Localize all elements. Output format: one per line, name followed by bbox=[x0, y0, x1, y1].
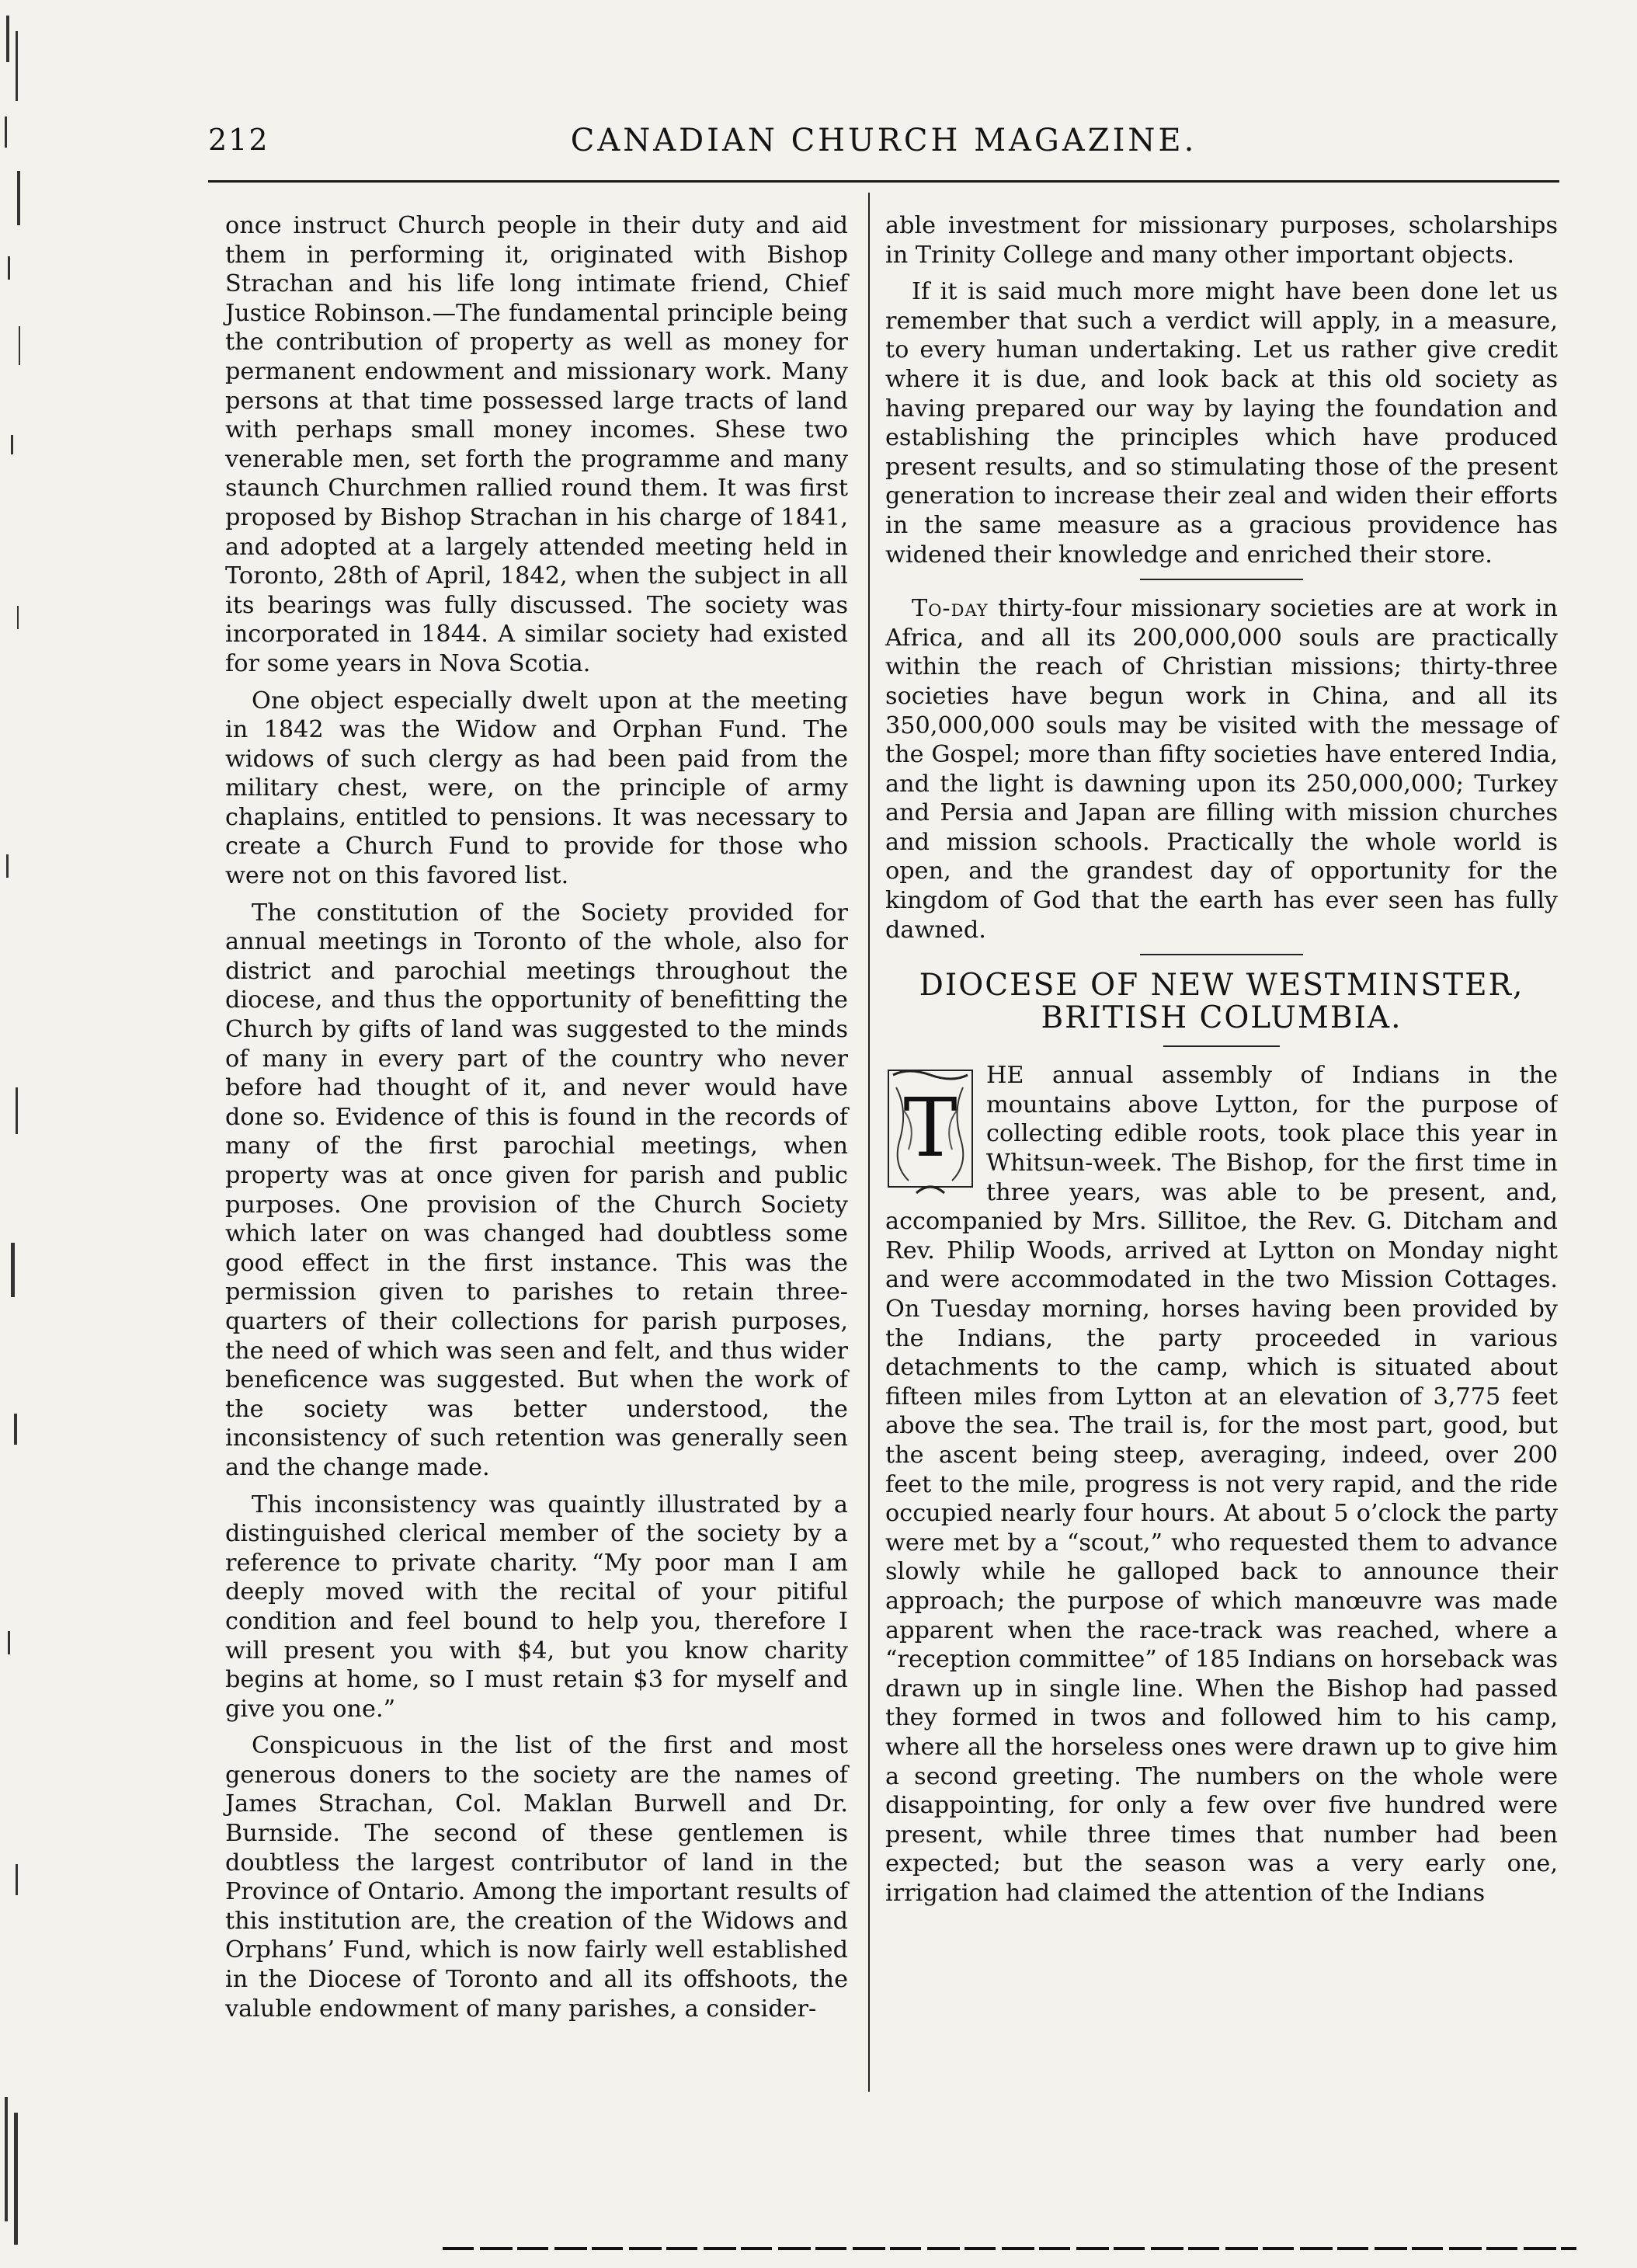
right-column bbox=[885, 211, 1558, 1915]
running-title: CANADIAN CHURCH MAGAZINE. bbox=[570, 123, 1197, 158]
section-heading: DIOCESE OF NEW WESTMINSTER, BRITISH COLUMBIA. bbox=[919, 968, 1524, 1036]
dropcap-letter: T bbox=[903, 1080, 958, 1176]
today-text: thirty-four missionary societies are at work in Africa, and all its 200,000,000 souls are practically within the reach of Christian missions; thirty-three societies have begun work in China, and all its 350,000,000 souls may be visited with the message of the Gospel; more than fifty societies have entered India, and the light is dawning upon its 250,000,000; Turkey and Persia and Japan are filling with mission churches and mission schools. Practically the whole world is open, and the grandest day of opportunity for the kingdom of God that the earth has ever seen has fully dawned. bbox=[885, 595, 1558, 944]
binding-marks bbox=[0, 0, 47, 2265]
header-rule bbox=[208, 180, 1559, 183]
paragraph: If it is said much more might have been done let us remember that such a verdict will apply, in a measure, to every human undertaking. Let us rather give credit where it is due, and look back at this old society as having prepared our way by laying the foundation and establishing the principles which have produced present results, and so stimulating those of the present generation to increase their zeal and widen their efforts in the same measure as a gracious providence has widened their knowledge and enriched their store. bbox=[885, 278, 1558, 569]
dropcap-ornament-icon bbox=[885, 1064, 975, 1198]
bottom-rule bbox=[443, 2247, 1576, 2250]
binding-edge bbox=[0, 0, 47, 2265]
paragraph: once instruct Church people in their duty and aid them in performing it, originated with Bishop Strachan and his life long intimate friend, Chief Justice Robinson.—The fundamental principle being the contribution of property as well as money for permanent endowment and missionary work. Many persons at that time possessed large tracts of land with perhaps small money incomes. Shese two venerable men, set forth the programme and many staunch Churchmen rallied round them. It was first proposed by Bishop Strachan in his charge of 1841, and adopted at a largely attended meeting held in Toronto, 28th of April, 1842, when the subject in all its bearings was fully discussed. The society was incorporated in 1844. A similar society had existed for some years in Nova Scotia. bbox=[225, 212, 848, 677]
article-paragraph: HE annual assembly of Indians in the mountains above Lytton, for the purpose of collecting edible roots, took place this year in Whitsun-week. The Bishop, for the first time in three years, was able to be present, and, accompanied by Mrs. Sillitoe, the Rev. G. Ditcham and Rev. Philip Woods, arrived at Lytton on Monday night and were accommodated in the two Mission Cottages. On Tuesday morning, horses having been provided by the Indians, the party proceeded in various detachments to the camp, which is situated about fifteen miles from Lytton at an elevation of 3,775 feet above the sea. The trail is, for the most part, good, but the ascent being steep, averaging, indeed, over 200 feet to the mile, progress is not very rapid, and the ride occupied nearly four hours. At about 5 o’clock the party were met by a “scout,” who requested them to advance slowly while he galloped back to announce their approach; the purpose of which manœuvre was made apparent when the race-track was reached, where a “reception committee” of 185 Indians on horseback was drawn up in single line. When the Bishop had passed they formed in twos and followed him to his camp, where all the horseless ones were drawn up to give him a second greeting. The numbers on the whole were disappointing, for only a few over five hundred were present, while three times that number had been expected; but the season was a very early one, irrigation had claimed the attention of the Indians bbox=[885, 1062, 1558, 1907]
today-lead: To-day bbox=[912, 595, 989, 623]
left-column bbox=[225, 211, 848, 2031]
article-body bbox=[885, 1061, 1558, 1915]
heading-rule bbox=[1163, 1045, 1280, 1047]
paragraph: The constitution of the Society provided for annual meetings in Toronto of the whole, also for district and parochial meetings throughout the diocese, and thus the opportunity of benefitting the Church by gifts of land was suggested to the minds of many in every part of the country who never before had thought of it, and never would have done so. Evidence of this is found in the records of many of the first parochial meetings, when property was at once given for parish and public purposes. One provision of the Church Society which later on was changed had doubtless some good effect in the first instance. This was the permission given to parishes to retain three-quarters of their collections for parish purposes, the need of which was seen and felt, and thus wider beneficence was suggested. But when the work of the society was better understood, the inconsistency of such retention was generally seen and the change made. bbox=[225, 899, 848, 1481]
paragraph: This inconsistency was quaintly illustrated by a distinguished clerical member of the society by a reference to private charity. “My poor man I am deeply moved with the recital of your pitiful condition and feel bound to help you, therefore I will present you with $4, but you know charity begins at home, so I must retain $3 for myself and give you one.” bbox=[225, 1491, 848, 1723]
page-number: 212 bbox=[208, 123, 269, 157]
paragraph: Conspicuous in the list of the first and most generous doners to the society are the names of James Strachan, Col. Maklan Burwell and Dr. Burnside. The second of these gentlemen is doubtless the largest contributor of land in the Province of Ontario. Among the important results of this institution are, the creation of the Widows and Orphans’ Fund, which is now fairly well established in the Diocese of Toronto and all its offshoots, the valuble endowment of many parishes, a consider- bbox=[225, 1732, 848, 2023]
today-paragraph bbox=[885, 594, 1558, 944]
paragraph: One object especially dwelt upon at the meeting in 1842 was the Widow and Orphan Fund. The widows of such clergy as had been paid from the military chest, were, on the principle of army chaplains, entitled to pensions. It was necessary to create a Church Fund to provide for those who were not on this favored list. bbox=[225, 687, 848, 890]
section-rule bbox=[1140, 954, 1303, 955]
paragraph: able investment for missionary purposes, scholarships in Trinity College and many other important objects. bbox=[885, 212, 1558, 269]
section-rule bbox=[1140, 579, 1303, 580]
page-header bbox=[208, 123, 1559, 169]
ornamental-dropcap bbox=[885, 1064, 975, 1198]
column-divider bbox=[868, 193, 870, 2092]
